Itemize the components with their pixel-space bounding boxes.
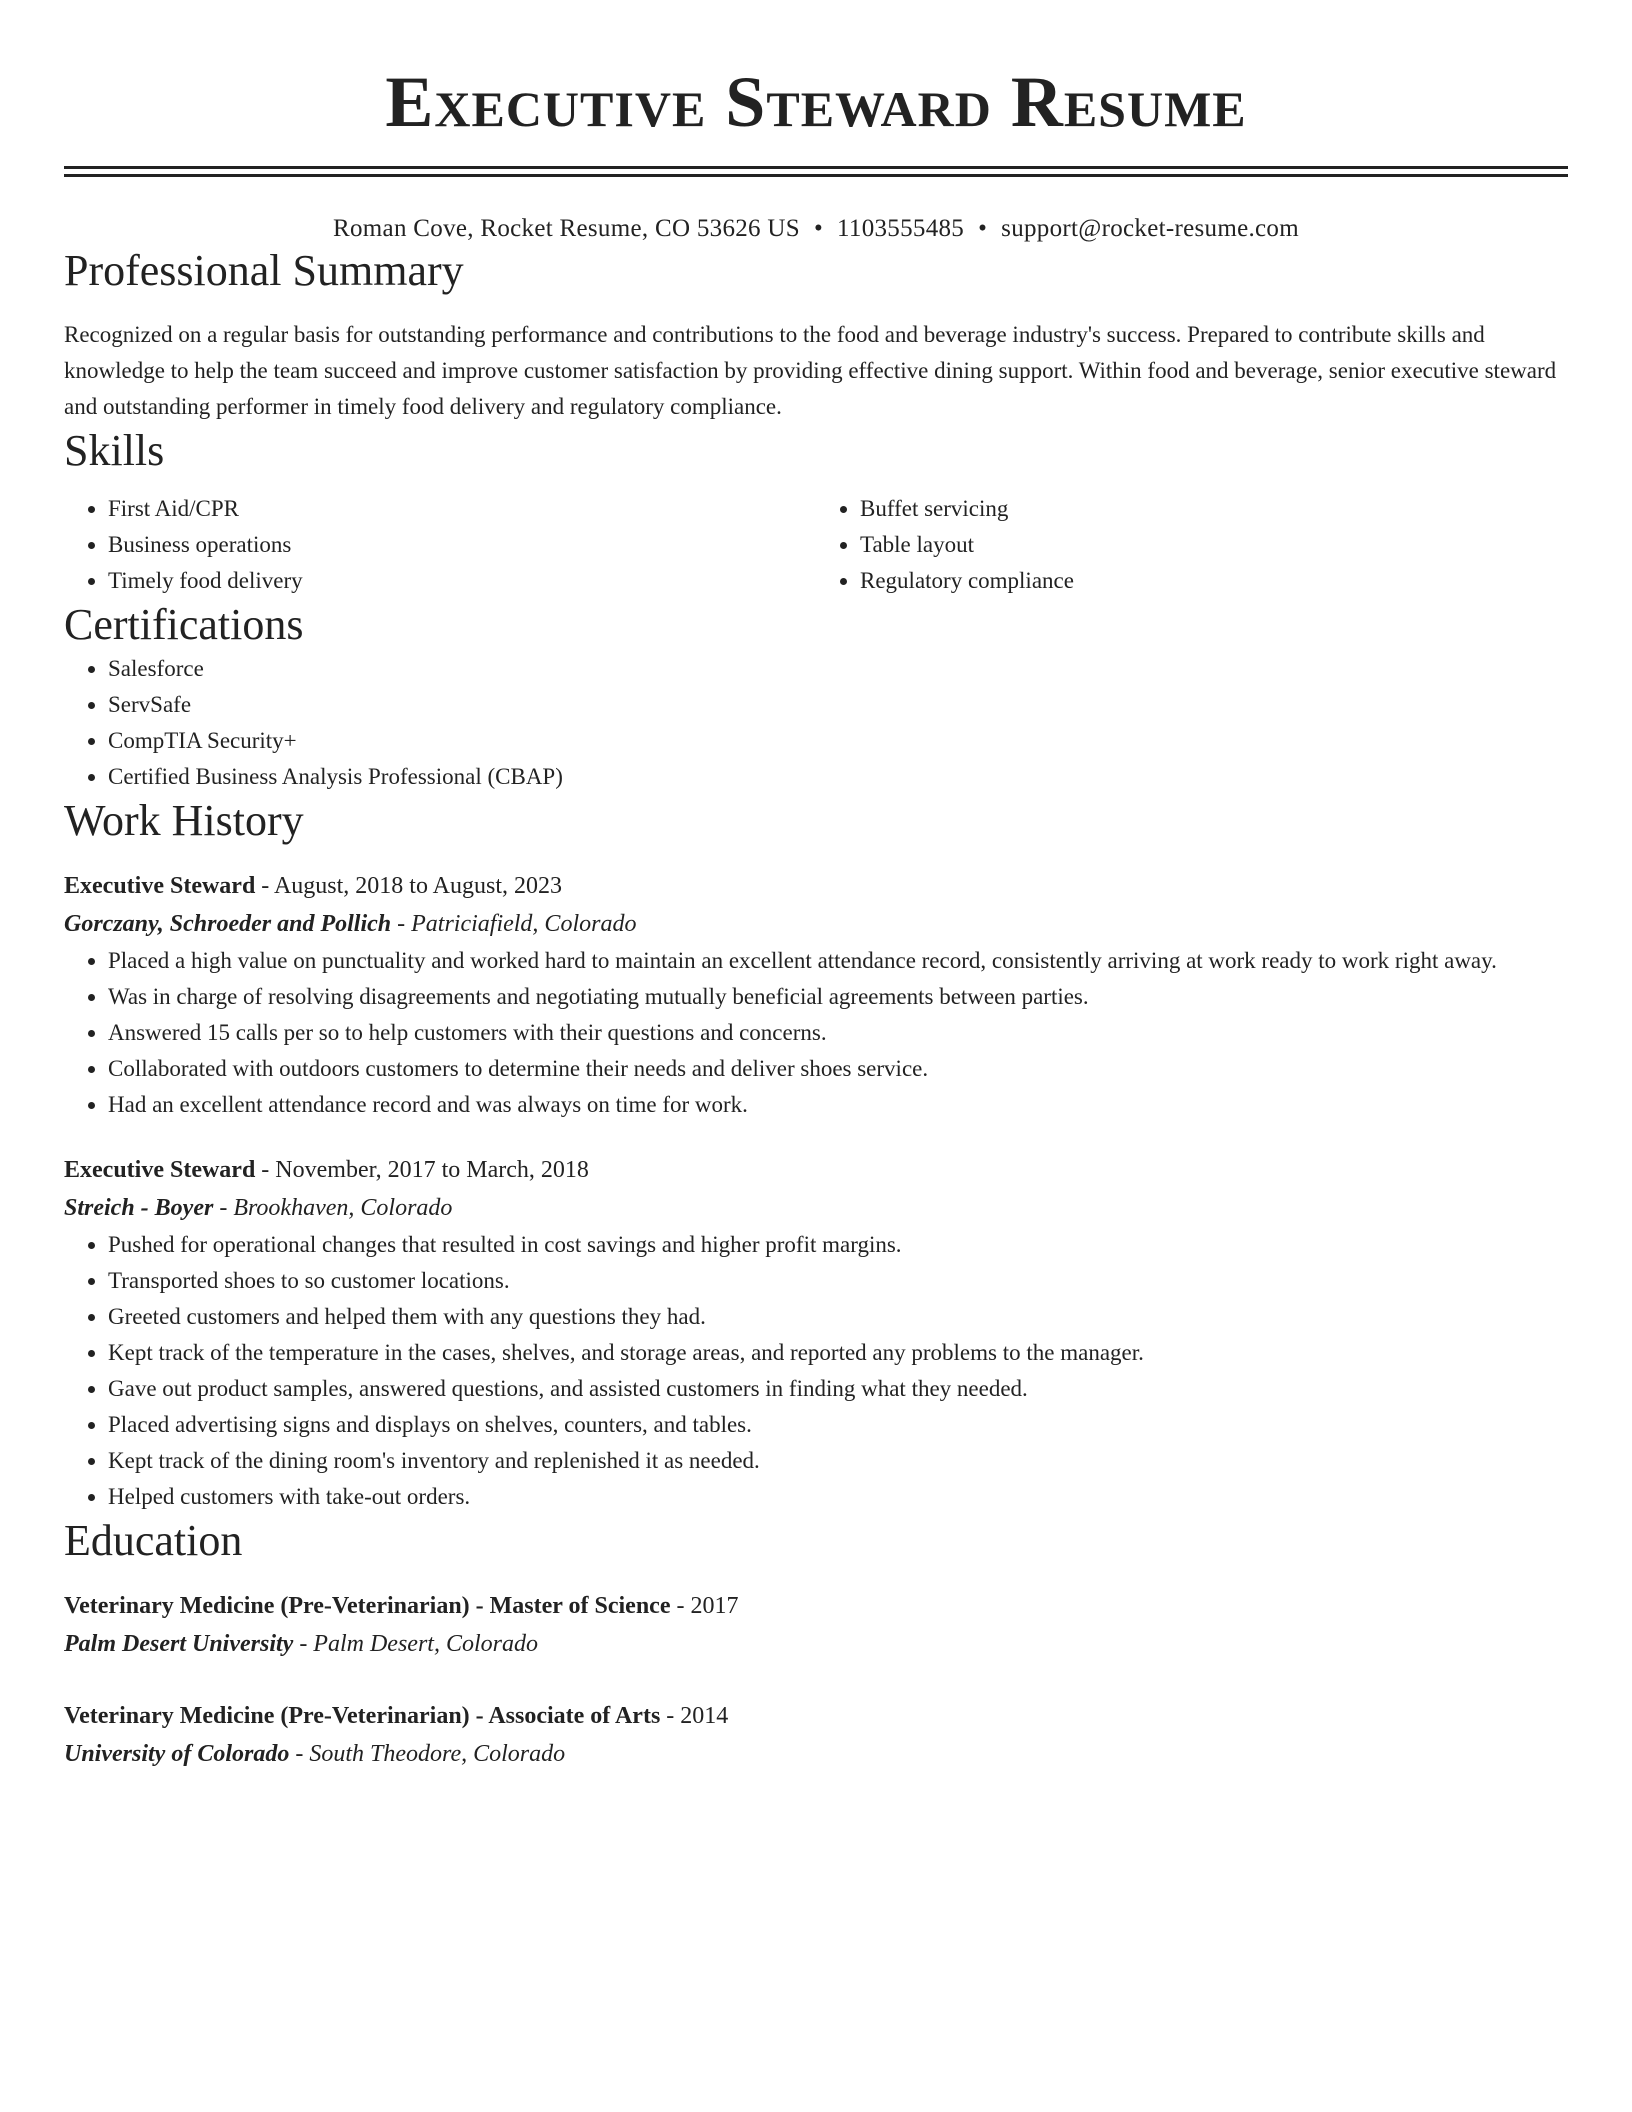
skill-item: • Business operations — [108, 527, 816, 563]
job-duty: • Collaborated with outdoors customers to determine their needs and deliver shoes service. — [108, 1051, 1568, 1087]
contact-line — [64, 213, 1568, 245]
certification-item: • ServSafe — [108, 687, 1568, 723]
resume-title: Executive Steward Resume — [385, 62, 1247, 142]
summary-heading: Professional Summary — [64, 246, 464, 295]
certification-item: • Salesforce — [108, 651, 1568, 687]
work-history-heading: Work History — [64, 796, 304, 845]
education-school: Palm Desert University — [64, 1631, 294, 1657]
skill-item: • Timely food delivery — [108, 563, 816, 599]
job-company: Streich - Boyer — [64, 1195, 214, 1221]
job-duty: • Kept track of the dining room's inventory and replenished it as needed. — [108, 1443, 1568, 1479]
job-title: Executive Steward — [64, 1157, 256, 1183]
skills-grid — [64, 491, 1568, 599]
skills-list-left — [64, 491, 816, 599]
certifications-list — [64, 651, 1568, 795]
contact-separator: • — [978, 215, 988, 242]
job-title-line — [64, 867, 1568, 905]
contact-phone: 1103555485 — [837, 215, 965, 242]
certification-item: • CompTIA Security+ — [108, 723, 1568, 759]
education-degree-line — [64, 1697, 1568, 1735]
skills-list-right — [816, 491, 1568, 599]
job-company-line — [64, 1189, 1568, 1227]
summary-text: Recognized on a regular basis for outstanding performance and contributions to the food and beverage industry's success. Prepared to contribute skills and knowledge to help the team succeed and improve customer satisfaction by providing effective dining support. Within food and beverage, senior executive steward and outstanding performer in timely food delivery and regulatory compliance. — [64, 322, 1557, 419]
contact-separator: • — [813, 215, 824, 242]
job-duty: • Had an excellent attendance record and was always on time for work. — [108, 1087, 1568, 1123]
contact-address: Roman Cove, Rocket Resume, CO 53626 US — [333, 215, 800, 242]
education-degree: Veterinary Medicine (Pre-Veterinarian) - Associate of Arts — [64, 1703, 661, 1729]
job-dates: - August, 2018 to August, 2023 — [255, 873, 562, 899]
job-duty: • Greeted customers and helped them with any questions they had. — [108, 1299, 1568, 1335]
education-year: - 2017 — [670, 1593, 739, 1619]
education-entry — [64, 1697, 1568, 1773]
job-duty: • Transported shoes to so customer locations. — [108, 1263, 1568, 1299]
certification-item: • Certified Business Analysis Professional (CBAP) — [108, 759, 1568, 795]
job-entry — [64, 867, 1568, 1123]
job-company: Gorczany, Schroeder and Pollich — [64, 911, 392, 937]
education-location: - South Theodore, Colorado — [289, 1741, 566, 1767]
job-duty: • Gave out product samples, answered questions, and assisted customers in finding what they needed. — [108, 1371, 1568, 1407]
certifications-heading: Certifications — [64, 600, 304, 649]
job-title-line — [64, 1151, 1568, 1189]
education-school-line — [64, 1625, 1568, 1663]
skill-item: • Buffet servicing — [860, 491, 1568, 527]
job-duties-list — [64, 1227, 1568, 1515]
job-duty: • Kept track of the temperature in the cases, shelves, and storage areas, and reported any problems to the manager. — [108, 1335, 1568, 1371]
job-duty: • Pushed for operational changes that resulted in cost savings and higher profit margins. — [108, 1227, 1568, 1263]
education-school: University of Colorado — [64, 1741, 290, 1767]
education-entry — [64, 1587, 1568, 1663]
title-double-rule — [64, 166, 1568, 177]
skill-item: • Table layout — [860, 527, 1568, 563]
job-duties-list — [64, 943, 1568, 1123]
job-dates: - November, 2017 to March, 2018 — [255, 1157, 589, 1183]
skills-heading: Skills — [64, 426, 165, 475]
skill-item: • Regulatory compliance — [860, 563, 1568, 599]
contact-email: support@rocket-resume.com — [1001, 215, 1299, 242]
education-year: - 2014 — [660, 1703, 729, 1729]
job-location: - Patriciafield, Colorado — [391, 911, 637, 937]
education-degree: Veterinary Medicine (Pre-Veterinarian) - Master of Science — [64, 1593, 671, 1619]
job-location: - Brookhaven, Colorado — [213, 1195, 453, 1221]
education-heading: Education — [64, 1516, 243, 1565]
education-school-line — [64, 1735, 1568, 1773]
job-entry — [64, 1151, 1568, 1515]
education-location: - Palm Desert, Colorado — [293, 1631, 538, 1657]
skill-item: • First Aid/CPR — [108, 491, 816, 527]
job-duty: • Placed a high value on punctuality and worked hard to maintain an excellent attendance record, consistently arriving at work ready to work right away. — [108, 943, 1568, 979]
job-duty: • Helped customers with take-out orders. — [108, 1479, 1568, 1515]
job-duty: • Placed advertising signs and displays on shelves, counters, and tables. — [108, 1407, 1568, 1443]
job-title: Executive Steward — [64, 873, 256, 899]
job-company-line — [64, 905, 1568, 943]
education-degree-line — [64, 1587, 1568, 1625]
job-duty: • Answered 15 calls per so to help customers with their questions and concerns. — [108, 1015, 1568, 1051]
job-duty: • Was in charge of resolving disagreements and negotiating mutually beneficial agreements between parties. — [108, 979, 1568, 1015]
